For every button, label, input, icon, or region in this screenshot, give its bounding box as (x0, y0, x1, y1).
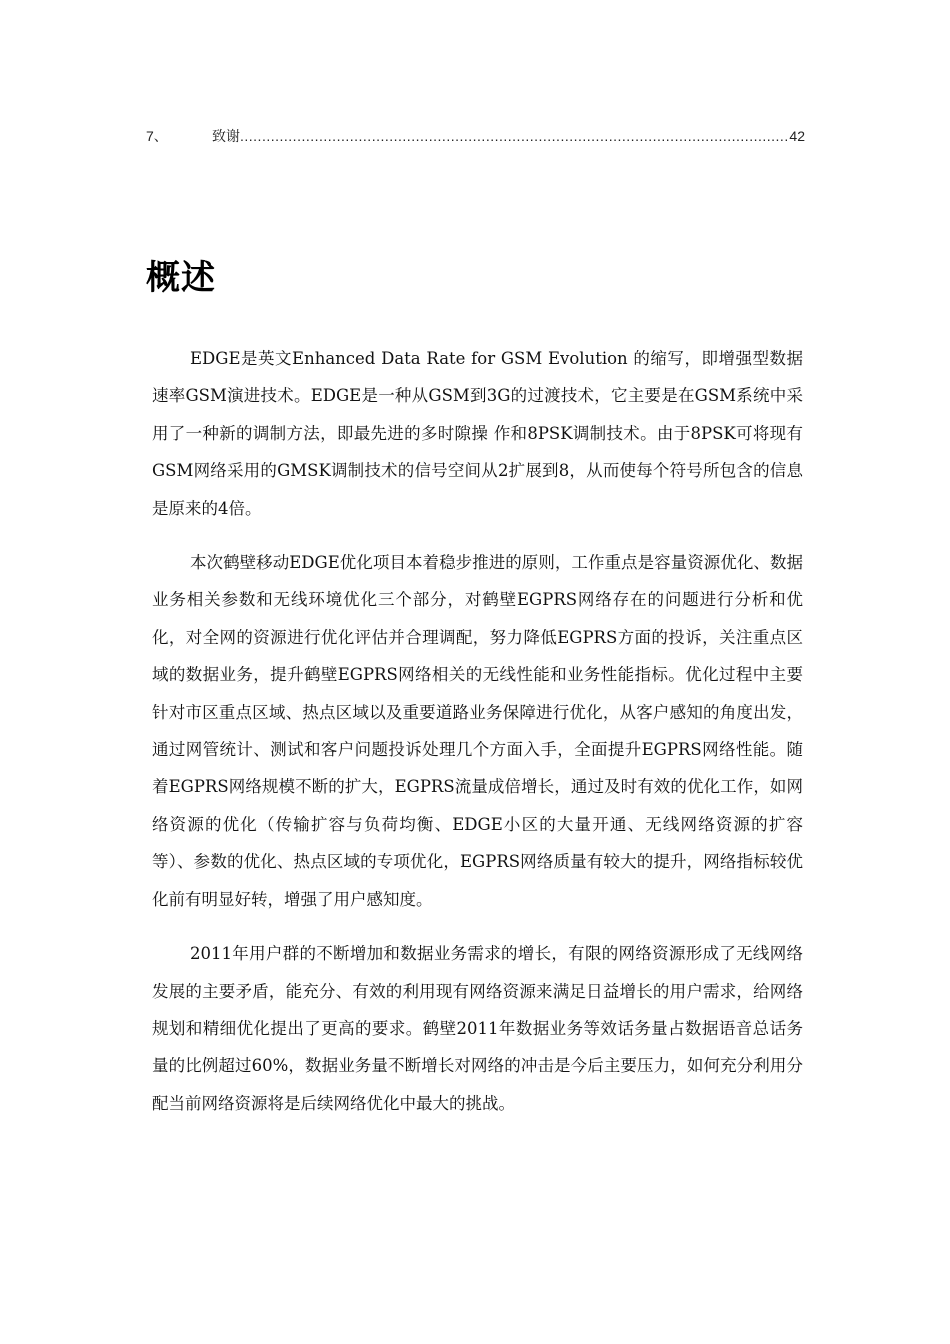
section-body (152, 340, 803, 1139)
toc-dot-leader (240, 128, 787, 144)
paragraph-2011-challenges: 2011年用户群的不断增加和数据业务需求的增长，有限的网络资源形成了无线网络发展的主要矛盾，能充分、有效的利用现有网络资源来满足日益增长的用户需求，给网络规划和精细优化提出了更高的要求。鹤壁2011年数据业务等效话务量占数据语音总话务量的比例超过60%，数据业务量不断增长对网络的冲击是今后主要压力，如何充分利用分配当前网络资源将是后续网络优化中最大的挑战。 (152, 944, 803, 1113)
toc-entry-number: 7、 (146, 128, 168, 144)
paragraph-project-overview: 本次鹤壁移动EDGE优化项目本着稳步推进的原则，工作重点是容量资源优化、数据业务相关参数和无线环境优化三个部分，对鹤壁EGPRS网络存在的问题进行分析和优化，对全网的资源进行优化评估并合理调配，努力降低EGPRS方面的投诉，关注重点区域的数据业务，提升鹤壁EGPRS网络相关的无线性能和业务性能指标。优化过程中主要针对市区重点区域、热点区域以及重要道路业务保障进行优化，从客户感知的角度出发，通过网管统计、测试和客户问题投诉处理几个方面入手，全面提升EGPRS网络性能。随着EGPRS网络规模不断的扩大，EGPRS流量成倍增长，通过及时有效的优化工作，如网络资源的优化（传输扩容与负荷均衡、EDGE小区的大量开通、无线网络资源的扩容等）、参数的优化、热点区域的专项优化，EGPRS网络质量有较大的提升，网络指标较优化前有明显好转，增强了用户感知度。 (152, 553, 803, 909)
paragraph-edge-intro: EDGE是英文Enhanced Data Rate for GSM Evolution 的缩写，即增强型数据速率GSM演进技术。EDGE是一种从GSM到3G的过渡技术，它主要是在GSM系统中采用了一种新的调制方法，即最先进的多时隙操 作和8PSK调制技术。由于8PSK可将现有GSM网络采用的GMSK调制技术的信号空间从2扩展到8，从而使每个符号所包含的信息是原来的4倍。 (152, 349, 803, 518)
toc-entry-title: 致谢 (212, 128, 240, 144)
toc-entry-page-number: 42 (789, 128, 805, 144)
section-heading: 概述 (146, 258, 216, 298)
toc-entry[interactable] (146, 126, 805, 146)
